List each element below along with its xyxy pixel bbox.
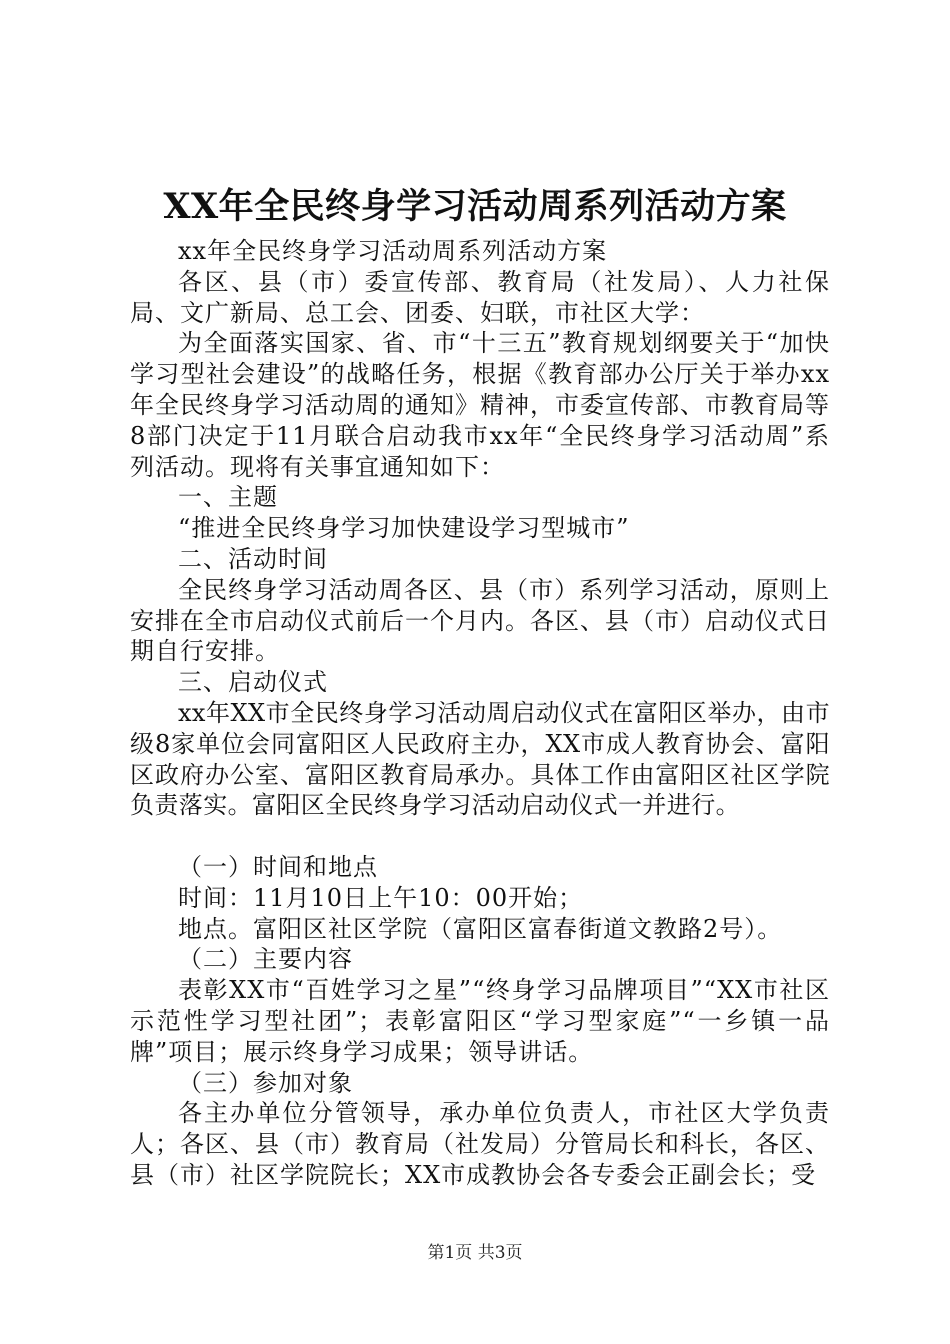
section-heading-theme: 一、主题 [178, 483, 278, 512]
subsection-heading-content: （二）主要内容 [178, 945, 353, 974]
time-paragraph: 全民终身学习活动周各区、县（市）系列学习活动，原则上安排在全市启动仪式前后一个月内。各区、县（市）启动仪式日期自行安排。 [130, 575, 830, 666]
ceremony-paragraph: xx年XX市全民终身学习活动周启动仪式在富阳区举办，由市级8家单位会同富阳区人民政府主办，XX市成人教育协会、富阳区政府办公室、富阳区教育局承办。具体工作由富阳区社区学院负责落实。富阳区全民终身学习活动启动仪式一并进行。 [130, 698, 830, 820]
theme-slogan: “推进全民终身学习加快建设学习型城市” [178, 514, 630, 543]
content-paragraph: 表彰XX市“百姓学习之星”“终身学习品牌项目”“XX市社区示范性学习型社团”；表彰富阳区“学习型家庭”“一乡镇一品牌”项目；展示终身学习成果；领导讲话。 [130, 976, 830, 1066]
time-line: 时间：11月10日上午10：00开始； [178, 883, 584, 912]
intro-paragraph: 为全面落实国家、省、市“十三五”教育规划纲要关于“加快学习型社会建设”的战略任务，根据《教育部办公厅关于举办xx年全民终身学习活动周的通知》精神，市委宣传部、市教育局等8部门决定于11月联合启动我市xx年“全民终身学习活动周”系列活动。现将有关事宜通知如下： [130, 329, 830, 481]
place-line: 地点。富阳区社区学院（富阳区富春街道文教路2号）。 [178, 914, 783, 943]
paragraph-spacer [130, 821, 830, 852]
doc-heading-repeat: xx年全民终身学习活动周系列活动方案 [178, 237, 608, 265]
section-heading-ceremony: 三、启动仪式 [178, 668, 328, 697]
subsection-heading-participants: （三）参加对象 [178, 1068, 353, 1097]
section-heading-time: 二、活动时间 [178, 544, 328, 573]
participants-paragraph: 各主办单位分管领导，承办单位负责人，市社区大学负责人；各区、县（市）教育局（社发局）分管局长和科长，各区、县（市）社区学院院长；XX市成教协会各专委会正副会长；受 [130, 1099, 830, 1189]
document-body [130, 236, 830, 1191]
page-number-footer: 第1页 共3页 [427, 1243, 523, 1263]
subsection-heading-time-place: （一）时间和地点 [178, 852, 378, 881]
addressee-paragraph: 各区、县（市）委宣传部、教育局（社发局）、人力社保局、文广新局、总工会、团委、妇联，市社区大学： [130, 267, 830, 327]
document-title: XX年全民终身学习活动周系列活动方案 [163, 186, 787, 227]
